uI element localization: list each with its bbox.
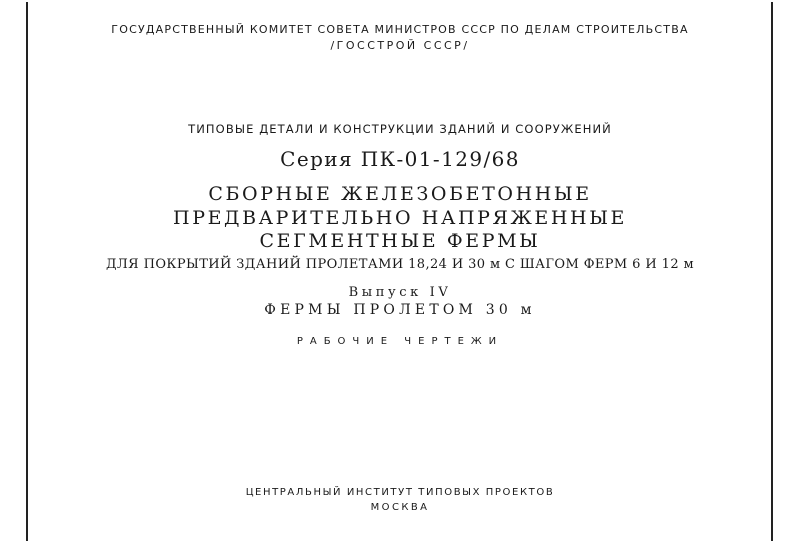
main-title-line-2: ПРЕДВАРИТЕЛЬНО НАПРЯЖЕННЫЕ xyxy=(173,207,627,229)
document-subtitle: ДЛЯ ПОКРЫТИЙ ЗДАНИЙ ПРОЛЕТАМИ 18,24 И 30 м С ШАГОМ ФЕРМ 6 И 12 м xyxy=(105,257,695,272)
main-title-line-1: СБОРНЫЕ ЖЕЛЕЗОБЕТОННЫЕ xyxy=(208,183,592,205)
organization-header: ГОСУДАРСТВЕННЫЙ КОМИТЕТ СОВЕТА МИНИСТРОВ СССР ПО ДЕЛАМ СТРОИТЕЛЬСТВА xyxy=(111,23,689,36)
issue-title: ФЕРМЫ ПРОЛЕТОМ 30 м xyxy=(264,302,536,318)
series-number: Серия ПК-01-129/68 xyxy=(280,147,520,171)
main-title-line-3: СЕГМЕНТНЫЕ ФЕРМЫ xyxy=(259,230,541,252)
publisher-city: МОСКВА xyxy=(370,502,430,513)
publisher-institute: ЦЕНТРАЛЬНЫЙ ИНСТИТУТ ТИПОВЫХ ПРОЕКТОВ xyxy=(245,487,555,498)
organization-abbreviation: /ГОССТРОЙ СССР/ xyxy=(330,39,470,52)
section-title: ТИПОВЫЕ ДЕТАЛИ И КОНСТРУКЦИИ ЗДАНИЙ И СООРУЖЕНИЙ xyxy=(188,122,612,136)
issue-number: Выпуск IV xyxy=(348,285,452,300)
drawing-type: РАБОЧИЕ ЧЕРТЕЖИ xyxy=(296,336,504,347)
